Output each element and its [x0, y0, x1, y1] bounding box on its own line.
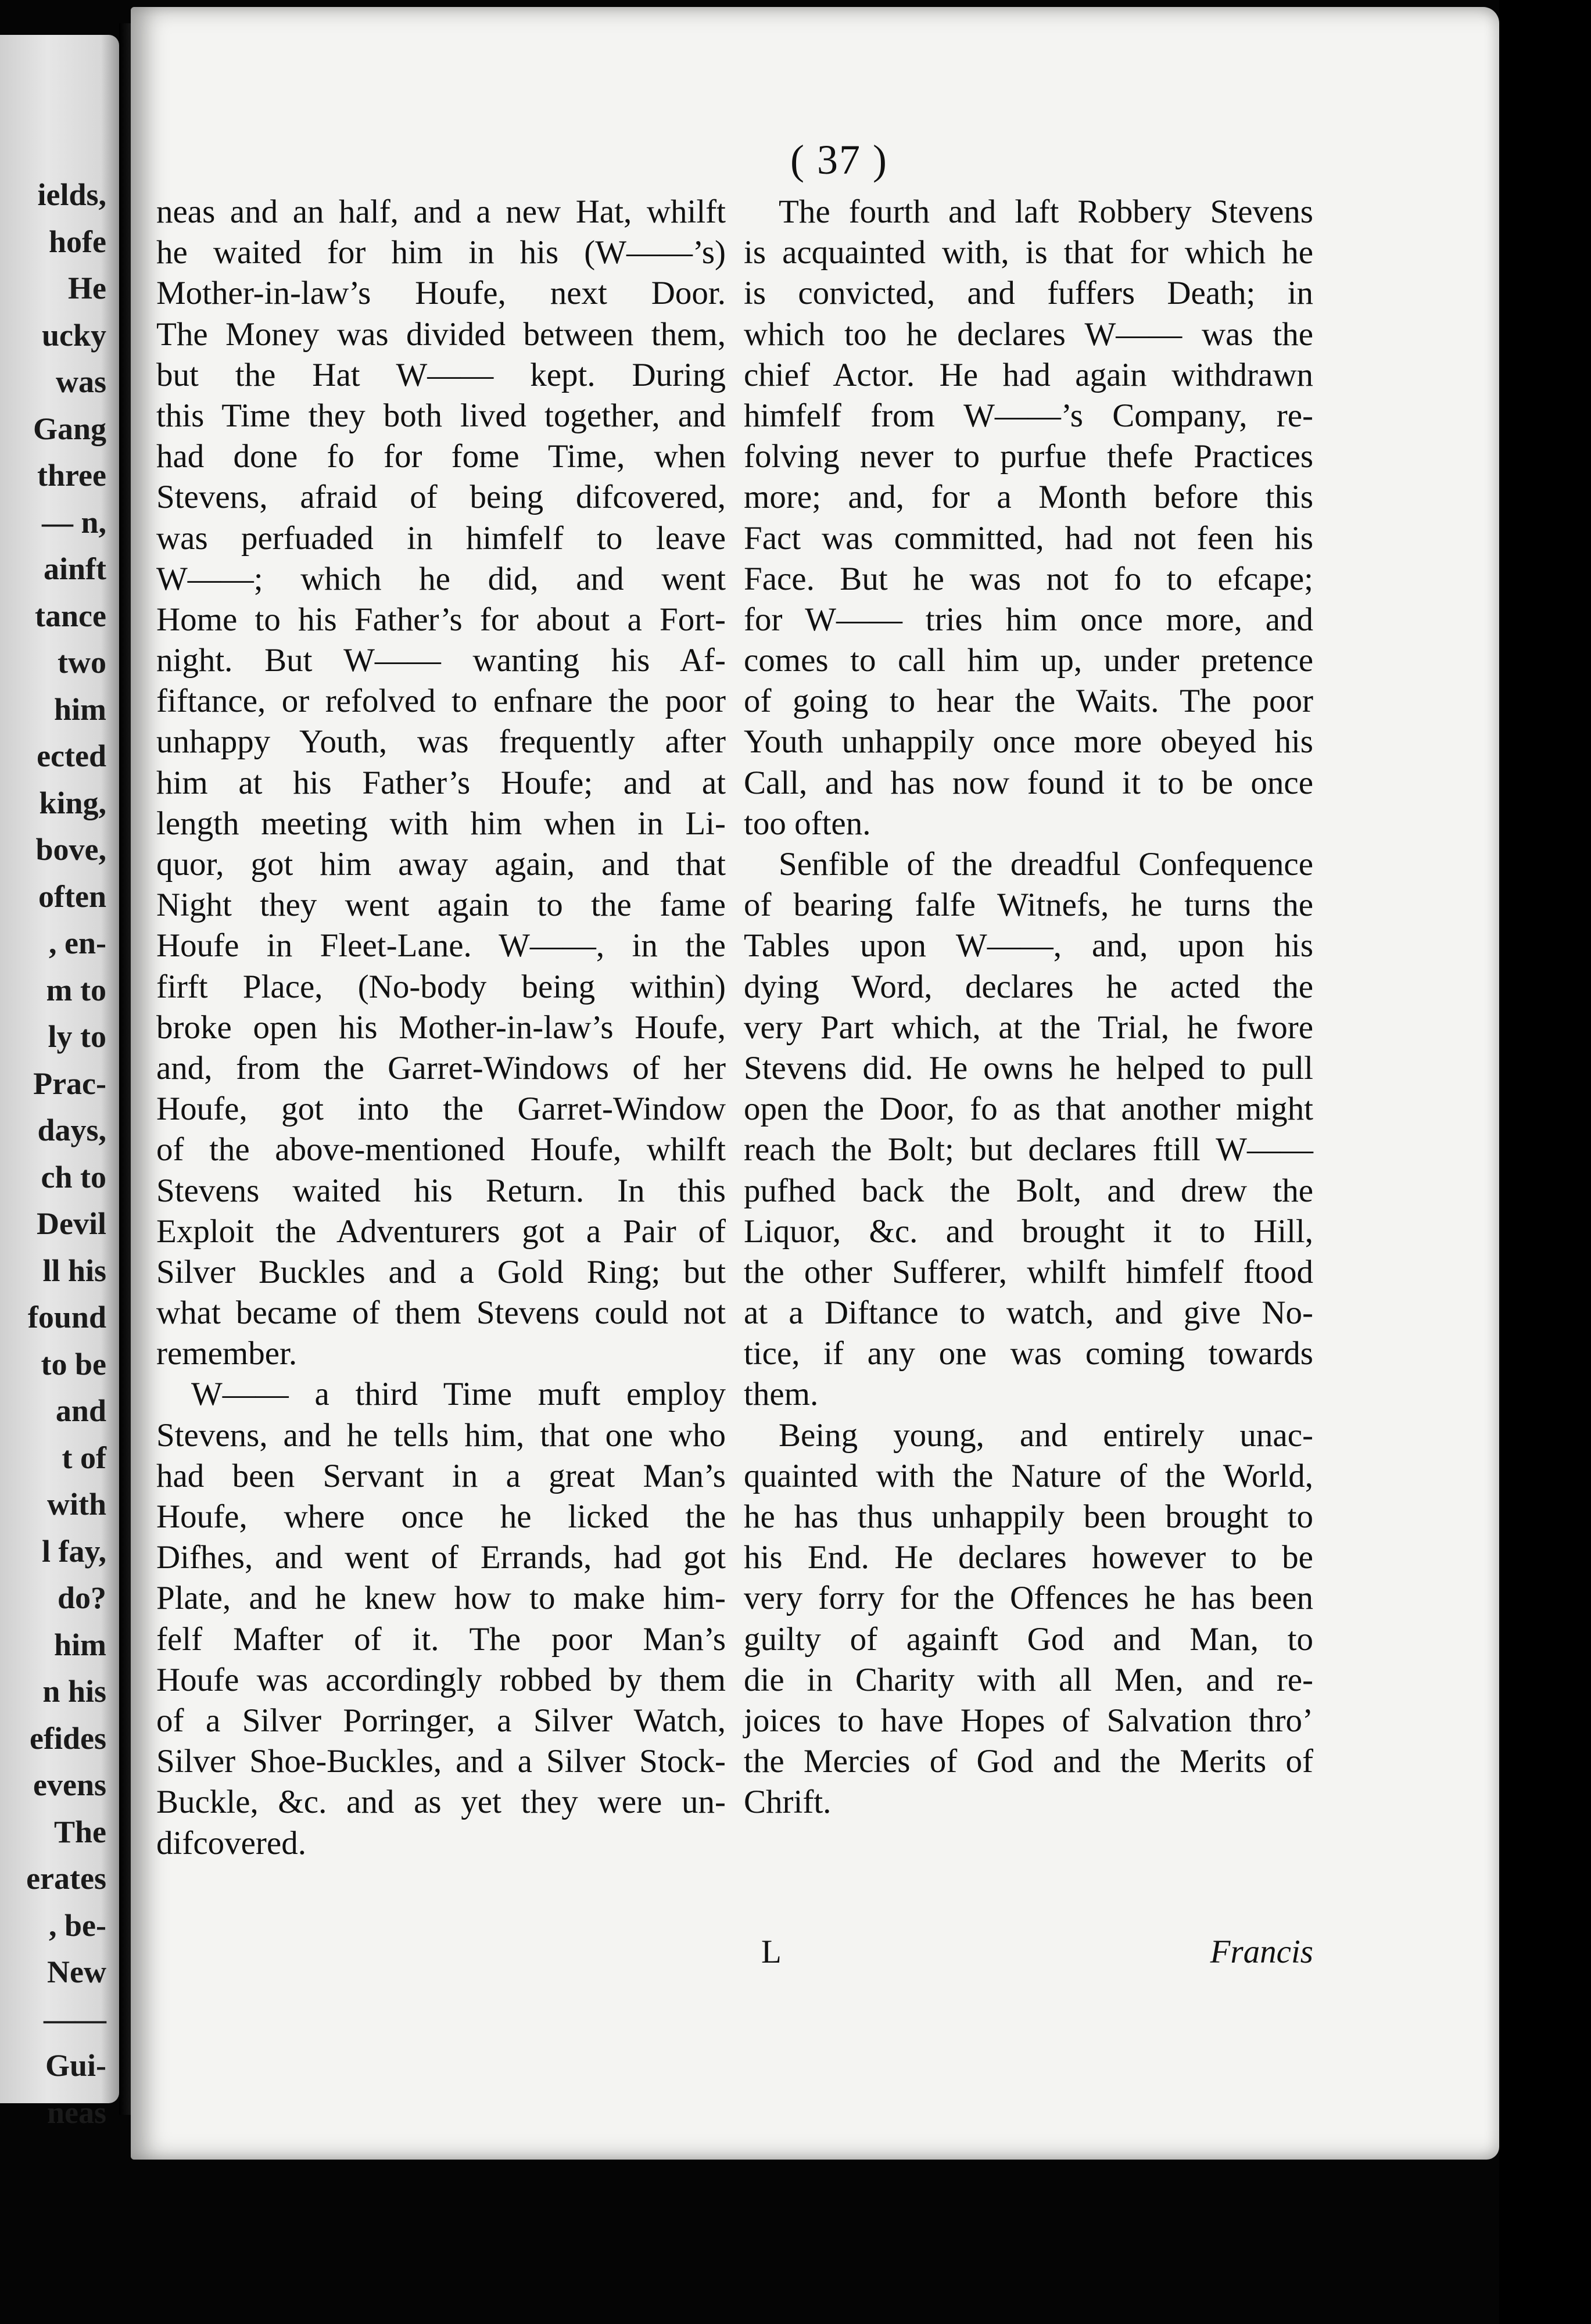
facing-page-fragment: [0, 35, 119, 2130]
text-line: open the Door, fo as that another might: [744, 1091, 1313, 1128]
facing-page-line: New: [47, 1954, 106, 1989]
text-line: too often.: [744, 805, 871, 842]
text-line: Difhes, and went of Errands, had got: [156, 1539, 726, 1576]
facing-page-line: ected: [37, 738, 106, 773]
text-line: broke open his Mother-in-law’s Houfe,: [156, 1009, 726, 1046]
right-text-column: [744, 192, 1313, 1823]
text-line: guilty of againft God and Man, to: [744, 1620, 1313, 1658]
book-page: [131, 7, 1499, 2160]
text-line: fiftance, or refolved to enfnare the poor: [156, 683, 726, 720]
text-line: Plate, and he knew how to make him-: [156, 1580, 726, 1617]
text-line: the other Sufferer, whilft himfelf ftood: [744, 1253, 1313, 1290]
facing-page-line: do?: [57, 1580, 106, 1615]
left-text-column: [156, 192, 726, 1864]
facing-page-line: ch to: [41, 1159, 106, 1195]
facing-page-line: — n,: [41, 504, 106, 540]
text-line: of bearing falfe Witnefs, he turns the: [744, 887, 1313, 924]
text-line: he has thus unhappily been brought to: [744, 1498, 1313, 1535]
facing-page-line: ly to: [48, 1019, 106, 1054]
text-line: Stevens did. He owns he helped to pull: [744, 1049, 1313, 1086]
text-line: very forry for the Offences he has been: [744, 1580, 1313, 1617]
text-line: is convicted, and fuffers Death; in: [744, 275, 1313, 312]
facing-page-line: ields,: [37, 177, 106, 212]
text-line: which too he declares W—— was the: [744, 315, 1313, 353]
facing-page-line: to be: [41, 1346, 106, 1382]
facing-page-line: neas: [46, 2095, 106, 2130]
facing-page-line: ——: [44, 2001, 106, 2036]
text-line: but the Hat W—— kept. During: [156, 356, 726, 393]
text-line: Liquor, &c. and brought it to Hill,: [744, 1213, 1313, 1250]
facing-page-line: him: [53, 691, 106, 727]
facing-page-line: m to: [46, 972, 106, 1007]
text-line: felf Mafter of it. The poor Man’s: [156, 1620, 726, 1658]
text-line: folving never to purfue thefe Practices: [744, 438, 1313, 475]
text-line: W——; which he did, and went: [156, 560, 726, 597]
facing-page-line: bove,: [35, 832, 106, 867]
text-line: Houfe in Fleet-Lane. W——, in the: [156, 927, 726, 964]
text-line: quor, got him away again, and that: [156, 846, 726, 883]
text-line: Exploit the Adventurers got a Pair of: [156, 1213, 726, 1250]
text-line: The fourth and laft Robbery Stevens: [779, 193, 1313, 230]
text-line: Stevens waited his Return. In this: [156, 1172, 726, 1209]
text-line: Buckle, &c. and as yet they were un-: [156, 1784, 726, 1821]
facing-page-line: ainft: [44, 551, 106, 586]
facing-page-line: with: [46, 1487, 106, 1522]
facing-page-line: n his: [42, 1674, 106, 1709]
facing-page-line: , be-: [49, 1907, 106, 1943]
text-line: Silver Shoe-Buckles, and a Silver Stock-: [156, 1743, 726, 1780]
text-line: them.: [744, 1376, 819, 1413]
text-line: Stevens, afraid of being difcovered,: [156, 479, 726, 516]
text-line: Houfe, where once he licked the: [156, 1498, 726, 1535]
text-line: himfelf from W——’s Company, re-: [744, 397, 1313, 434]
text-line: of the above-mentioned Houfe, whilft: [156, 1131, 726, 1168]
text-line: more; and, for a Month before this: [744, 479, 1313, 516]
facing-page-line: The: [53, 1814, 106, 1849]
facing-page-line: Gang: [33, 411, 106, 446]
text-line: Fact was committed, had not feen his: [744, 519, 1313, 557]
text-line: and, from the Garret-Windows of her: [156, 1049, 726, 1086]
text-line: at a Diftance to watch, and give No-: [744, 1294, 1313, 1332]
text-line: firft Place, (No-body being within): [156, 968, 726, 1005]
text-line: The Money was divided between them,: [156, 315, 726, 353]
text-line: was perfuaded in himfelf to leave: [156, 519, 726, 557]
text-line: of going to hear the Waits. The poor: [744, 683, 1313, 720]
page-footer: [744, 1933, 1313, 1979]
text-line: comes to call him up, under pretence: [744, 642, 1313, 679]
text-line: remember.: [156, 1335, 298, 1372]
text-line: difcovered.: [156, 1824, 306, 1862]
facing-page-line: tance: [35, 598, 106, 633]
text-line: Silver Buckles and a Gold Ring; but: [156, 1253, 726, 1290]
facing-page-line: ucky: [41, 317, 106, 353]
facing-page-line: , en-: [49, 926, 106, 960]
text-line: he waited for him in his (W——’s): [156, 234, 726, 271]
text-line: unhappy Youth, was frequently after: [156, 723, 726, 761]
text-line: night. But W—— wanting his Af-: [156, 642, 726, 679]
text-line: Tables upon W——, and, upon his: [744, 927, 1313, 964]
page-number: ( 37 ): [790, 137, 888, 183]
text-line: Houfe, got into the Garret-Window: [156, 1091, 726, 1128]
facing-page-line: was: [55, 364, 106, 399]
facing-page-line: t of: [62, 1440, 106, 1475]
text-line: this Time they both lived together, and: [156, 397, 726, 434]
text-line: his End. He declares however to be: [744, 1539, 1313, 1576]
facing-page-line: Devil: [37, 1206, 106, 1241]
facing-page-line: evens: [33, 1767, 106, 1802]
facing-page-line: Prac-: [33, 1066, 106, 1101]
text-line: Night they went again to the fame: [156, 887, 726, 924]
text-line: had been Servant in a great Man’s: [156, 1457, 726, 1494]
text-line: for W—— tries him once more, and: [744, 601, 1313, 638]
text-line: length meeting with him when in Li-: [156, 805, 726, 842]
text-line: very Part which, at the Trial, he fwore: [744, 1009, 1313, 1046]
text-line: reach the Bolt; but declares ftill W——: [744, 1131, 1313, 1168]
text-line: of a Silver Porringer, a Silver Watch,: [156, 1702, 726, 1739]
facing-page-line: him: [53, 1627, 106, 1662]
text-line: is acquainted with, is that for which he: [744, 234, 1313, 271]
text-line: him at his Father’s Houfe; and at: [156, 764, 726, 801]
text-line: Call, and has now found it to be once: [744, 764, 1313, 801]
facing-page-line: hofe: [49, 224, 106, 259]
text-line: W—— a third Time muft employ: [191, 1376, 726, 1413]
facing-page-line: efides: [30, 1720, 106, 1756]
text-line: chief Actor. He had again withdrawn: [744, 356, 1313, 393]
catchword: Francis: [1210, 1934, 1313, 1970]
text-line: Being young, and entirely unac-: [779, 1416, 1313, 1454]
text-line: Home to his Father’s for about a Fort-: [156, 601, 726, 638]
text-line: Houfe was accordingly robbed by them: [156, 1661, 726, 1698]
facing-page-text: [0, 171, 106, 2136]
facing-page-line: days,: [37, 1113, 106, 1147]
facing-page-line: often: [38, 878, 106, 914]
text-line: what became of them Stevens could not: [156, 1294, 726, 1332]
text-line: Chrift.: [744, 1784, 832, 1821]
text-line: Mother-in-law’s Houfe, next Door.: [156, 275, 726, 312]
text-line: joices to have Hopes of Salvation thro’: [744, 1702, 1313, 1739]
facing-page-line: king,: [39, 785, 106, 820]
facing-page-line: and: [55, 1393, 106, 1428]
text-line: quainted with the Nature of the World,: [744, 1457, 1313, 1494]
text-line: Senfible of the dreadful Confequence: [779, 846, 1313, 883]
facing-page-line: He: [68, 271, 106, 306]
facing-page-line: three: [37, 458, 106, 493]
facing-page-line: two: [58, 645, 106, 680]
text-line: Youth unhappily once more obeyed his: [744, 723, 1313, 761]
text-line: tice, if any one was coming towards: [744, 1335, 1313, 1372]
facing-page-line: l fay,: [41, 1533, 106, 1569]
text-line: die in Charity with all Men, and re-: [744, 1661, 1313, 1698]
text-line: had done fo for fome Time, when: [156, 438, 726, 475]
text-line: the Mercies of God and the Merits of: [744, 1743, 1313, 1780]
text-line: Stevens, and he tells him, that one who: [156, 1416, 726, 1454]
facing-page-line: found: [27, 1300, 106, 1335]
text-line: dying Word, declares he acted the: [744, 968, 1313, 1005]
text-line: neas and an half, and a new Hat, whilft: [156, 193, 726, 230]
scan-border-right: [1499, 0, 1591, 2324]
facing-page-line: Gui-: [45, 2048, 106, 2083]
text-line: Face. But he was not fo to efcape;: [744, 560, 1313, 597]
text-line: pufhed back the Bolt, and drew the: [744, 1172, 1313, 1209]
facing-page-line: erates: [26, 1861, 106, 1896]
signature-mark: L: [761, 1934, 782, 1970]
facing-page-line: ll his: [42, 1253, 106, 1288]
